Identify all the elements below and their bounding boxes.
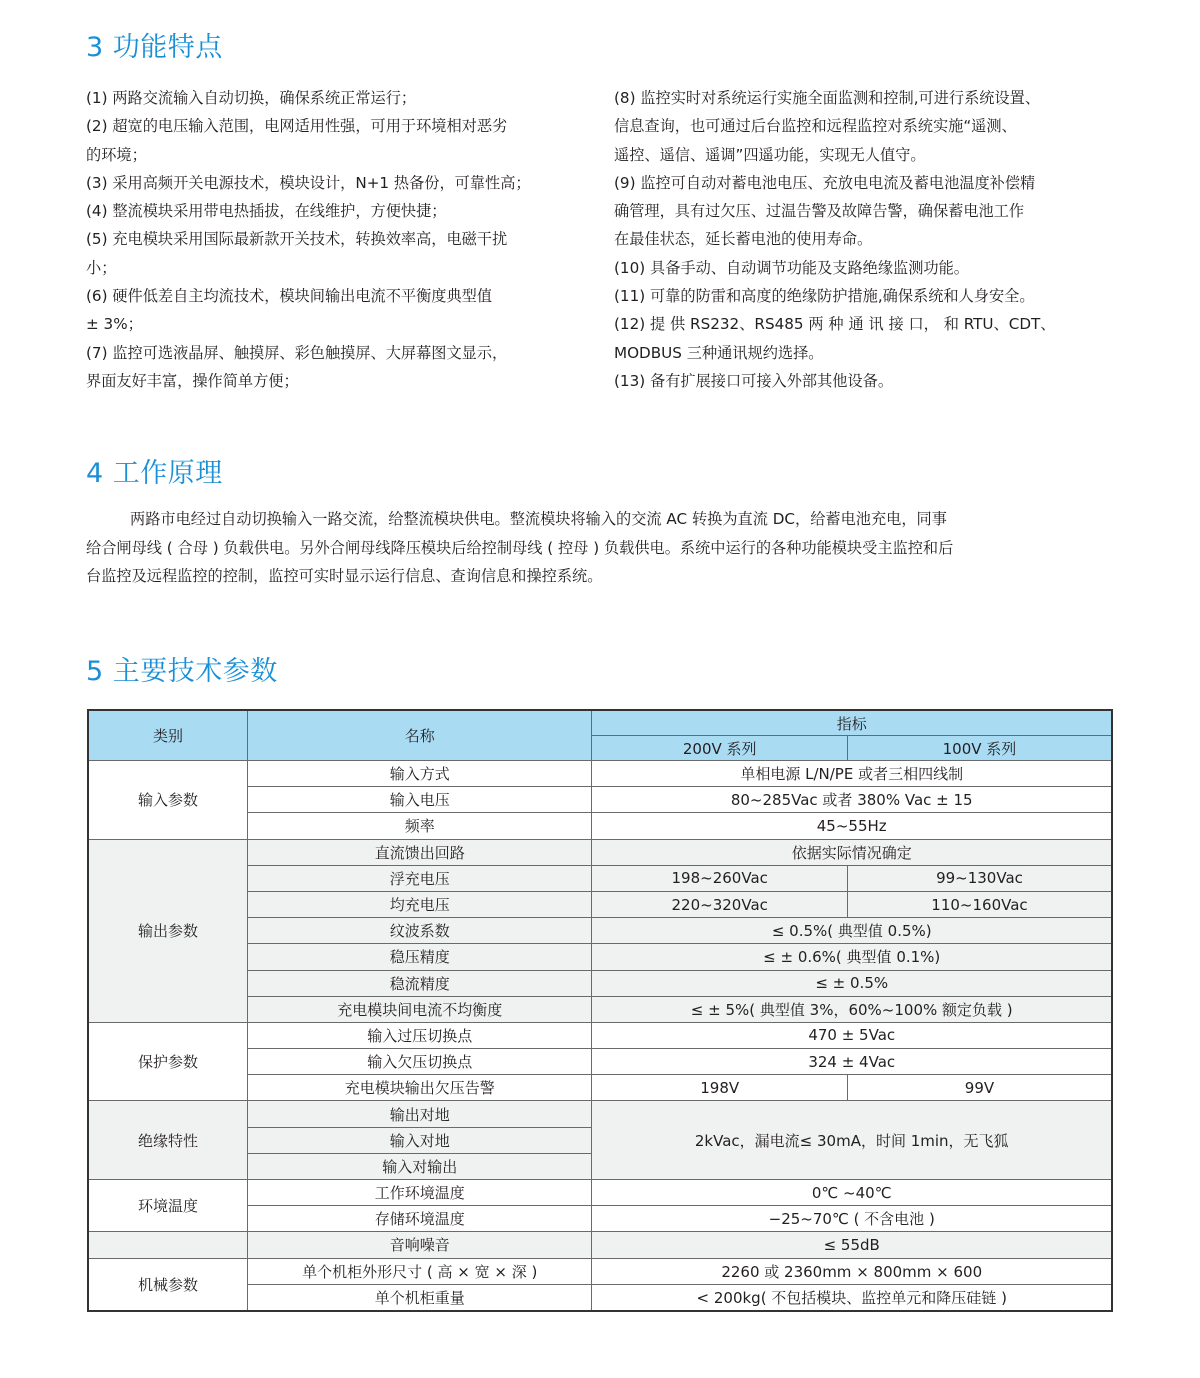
param-name: 输出对地 <box>248 1101 592 1127</box>
param-name: 纹波系数 <box>248 918 592 944</box>
param-value: ≤ 0.5%( 典型值 0.5%) <box>592 918 1112 944</box>
table-row <box>88 1101 1112 1127</box>
param-value-100v: 110~160Vac <box>847 891 1112 917</box>
feature-line: MODBUS 三种通讯规约选择。 <box>614 343 824 362</box>
features-left-column <box>86 84 591 395</box>
param-name: 充电模块间电流不均衡度 <box>248 996 592 1022</box>
feature-line: 界面友好丰富，操作简单方便； <box>86 371 299 390</box>
tech-spec-table <box>87 709 1113 1312</box>
feature-line: (11) 可靠的防雷和高度的绝缘防护措施,确保系统和人身安全。 <box>614 287 1035 306</box>
table-row <box>88 1180 1112 1206</box>
paragraph-line: 给合闸母线 ( 合母 ) 负载供电。另外合闸母线降压模块后给控制母线 ( 控母 ) 负载供电。系统中运行的各种功能模块受主监控和后 <box>86 538 954 557</box>
param-name: 输入过压切换点 <box>248 1022 592 1048</box>
paragraph-line: 两路市电经过自动切换输入一路交流，给整流模块供电。整流模块将输入的交流 AC 转换为直流 DC，给蓄电池充电，同事 <box>130 510 947 528</box>
param-value: ≤ ± 0.5% <box>592 970 1112 996</box>
category-cell: 保护参数 <box>88 1022 248 1101</box>
category-cell: 机械参数 <box>88 1258 248 1311</box>
header-category: 类别 <box>88 710 248 761</box>
param-name: 浮充电压 <box>248 865 592 891</box>
param-name: 单个机柜外形尺寸 ( 高 × 宽 × 深 ) <box>248 1258 592 1284</box>
param-name: 频率 <box>248 813 592 839</box>
param-name: 稳流精度 <box>248 970 592 996</box>
param-value: −25~70℃ ( 不含电池 ) <box>592 1206 1112 1232</box>
feature-line: (5) 充电模块采用国际最新款开关技术，转换效率高，电磁干扰 <box>86 230 508 249</box>
param-value: 2260 或 2360mm × 800mm × 600 <box>592 1258 1112 1284</box>
param-name: 输入方式 <box>248 761 592 787</box>
param-value: ≤ ± 5%( 典型值 3%，60%~100% 额定负载 ) <box>592 996 1112 1022</box>
header-100v-series: 100V 系列 <box>847 736 1112 761</box>
feature-line: (2) 超宽的电压输入范围，电网适用性强，可用于环境相对恶劣 <box>86 117 508 136</box>
category-cell: 输入参数 <box>88 761 248 840</box>
param-value: 依据实际情况确定 <box>592 839 1112 865</box>
param-value: 45~55Hz <box>592 813 1112 839</box>
param-value: ≤ 55dB <box>592 1232 1112 1258</box>
param-value: 单相电源 L/N/PE 或者三相四线制 <box>592 761 1112 787</box>
section-3-title: 3 功能特点 <box>86 32 223 63</box>
feature-line: (1) 两路交流输入自动切换，确保系统正常运行； <box>86 89 417 107</box>
param-name: 直流馈出回路 <box>248 839 592 865</box>
feature-line: (6) 硬件低差自主均流技术，模块间输出电流不平衡度典型值 <box>86 287 493 306</box>
feature-line: (3) 采用高频开关电源技术，模块设计，N+1 热备份，可靠性高； <box>86 173 531 192</box>
param-name: 输入对输出 <box>248 1153 592 1179</box>
param-name: 输入欠压切换点 <box>248 1049 592 1075</box>
feature-line: 的环境； <box>86 145 147 164</box>
param-name: 充电模块输出欠压告警 <box>248 1075 592 1101</box>
param-name: 输入电压 <box>248 787 592 813</box>
header-indicator: 指标 <box>592 710 1112 736</box>
table-row <box>88 761 1112 787</box>
feature-line: 确管理，具有过欠压、过温告警及故障告警，确保蓄电池工作 <box>614 202 1025 221</box>
feature-line: 在最佳状态，延长蓄电池的使用寿命。 <box>614 230 873 249</box>
param-name: 稳压精度 <box>248 944 592 970</box>
param-name: 单个机柜重量 <box>248 1284 592 1311</box>
features-right-column <box>614 84 1119 395</box>
header-name: 名称 <box>248 710 592 761</box>
param-value: 80~285Vac 或者 380% Vac ± 15 <box>592 787 1112 813</box>
table-row <box>88 1022 1112 1048</box>
param-value: 2kVac，漏电流≤ 30mA，时间 1min，无飞狐 <box>592 1101 1112 1180</box>
param-value: < 200kg( 不包括模块、监控单元和降压硅链 ) <box>592 1284 1112 1311</box>
section-5-title: 5 主要技术参数 <box>86 656 278 687</box>
param-value: 324 ± 4Vac <box>592 1049 1112 1075</box>
param-value-200v: 198~260Vac <box>592 865 848 891</box>
paragraph-line: 台监控及远程监控的控制，监控可实时显示运行信息、查询信息和操控系统。 <box>86 567 603 585</box>
param-name: 输入对地 <box>248 1127 592 1153</box>
table-header-row <box>88 710 1112 736</box>
table-row <box>88 839 1112 865</box>
feature-line: (10) 具备手动、自动调节功能及支路绝缘监测功能。 <box>614 258 969 277</box>
feature-line: (8) 监控实时对系统运行实施全面监测和控制,可进行系统设置、 <box>614 89 1041 107</box>
feature-line: ± 3%； <box>86 315 143 334</box>
category-cell: 绝缘特性 <box>88 1101 248 1180</box>
feature-line: 信息查询，也可通过后台监控和远程监控对系统实施“遥测、 <box>614 117 1017 136</box>
table-row <box>88 1232 1112 1258</box>
table-row <box>88 1258 1112 1284</box>
param-value-200v: 220~320Vac <box>592 891 848 917</box>
param-name: 音响噪音 <box>248 1232 592 1258</box>
param-name: 工作环境温度 <box>248 1180 592 1206</box>
feature-line: (12) 提 供 RS232、RS485 两 种 通 讯 接 口， 和 RTU、CDT、 <box>614 315 1056 334</box>
category-cell: 环境温度 <box>88 1180 248 1232</box>
feature-line: (13) 备有扩展接口可接入外部其他设备。 <box>614 371 894 390</box>
category-cell: 输出参数 <box>88 839 248 1022</box>
param-value-100v: 99~130Vac <box>847 865 1112 891</box>
param-value-100v: 99V <box>847 1075 1112 1101</box>
section-4-title: 4 工作原理 <box>86 458 223 489</box>
feature-line: 遥控、遥信、遥调”四遥功能，实现无人值守。 <box>614 145 926 164</box>
param-name: 均充电压 <box>248 891 592 917</box>
category-cell-empty <box>88 1232 248 1258</box>
param-value-200v: 198V <box>592 1075 848 1101</box>
feature-line: (9) 监控可自动对蓄电池电压、充放电电流及蓄电池温度补偿精 <box>614 173 1036 192</box>
feature-line: 小； <box>86 258 117 277</box>
param-value: ≤ ± 0.6%( 典型值 0.1%) <box>592 944 1112 970</box>
header-200v-series: 200V 系列 <box>592 736 848 761</box>
param-name: 存储环境温度 <box>248 1206 592 1232</box>
working-principle-paragraph <box>86 505 1116 591</box>
param-value: 470 ± 5Vac <box>592 1022 1112 1048</box>
feature-line: (7) 监控可选液晶屏、触摸屏、彩色触摸屏、大屏幕图文显示， <box>86 343 508 362</box>
param-value: 0℃ ~40℃ <box>592 1180 1112 1206</box>
feature-line: (4) 整流模块采用带电热插拔，在线维护，方便快捷； <box>86 202 447 221</box>
